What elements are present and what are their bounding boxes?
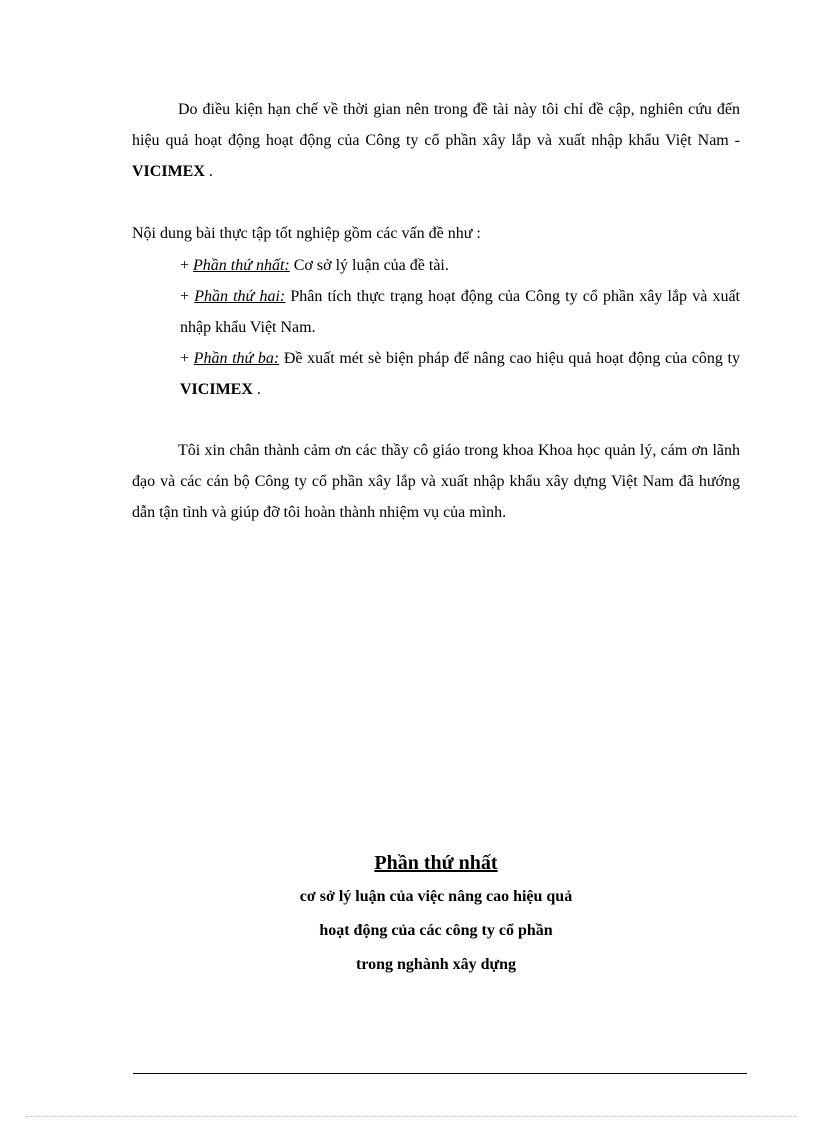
list-item-text: Phân tích thực trạng hoạt động của Công ty cổ phần xây lắp và xuất nhập khẩu Việt Nam. <box>180 288 741 336</box>
page-edge-divider <box>26 1116 796 1117</box>
list-item-end: . <box>252 381 261 398</box>
list-item-bullet: + <box>180 257 194 274</box>
list-item-label: Phần thứ hai: <box>194 288 286 305</box>
section-subtitle-line-2: hoạt động của các công ty cổ phần <box>319 922 553 939</box>
list-item-text: Cơ sở lý luận của đề tài. <box>289 257 449 274</box>
list-item-bullet: + <box>180 350 194 367</box>
intro-text: Do điều kiện hạn chế về thời gian nên trong đề tài này tôi chỉ đề cập, nghiên cứu đến hiệu quả hoạt động hoạt động của Công ty cổ phần xây lắp và xuất nhập khẩu Việt Nam - <box>132 101 740 149</box>
list-item-label: Phần thứ ba: <box>193 350 280 367</box>
list-item-bold: VICIMEX <box>180 381 253 398</box>
intro-paragraph <box>132 94 740 187</box>
section-subtitle-line-3: trong nghành xây dựng <box>355 956 517 973</box>
thanks-paragraph: Tôi xin chân thành cảm ơn các thầy cô giáo trong khoa Khoa học quản lý, cám ơn lãnh đạo và các cán bộ Công ty cổ phần xây lắp và xuất nhập khẩu xây dựng Việt Nam đã hướng dẫn tận tình và giúp đỡ tôi hoàn thành nhiệm vụ của mình. <box>132 442 740 521</box>
footer-rule <box>133 1073 747 1074</box>
section-subtitle-line-1: cơ sở lý luận của việc nâng cao hiệu quả <box>299 888 573 905</box>
intro-company-abbrev: VICIMEX <box>132 163 205 180</box>
parts-list <box>180 250 740 405</box>
list-item-part-3 <box>180 343 740 405</box>
list-item-label: Phần thứ nhất: <box>193 257 290 274</box>
list-item-part-1 <box>180 250 740 281</box>
section-title: Phần thứ nhất <box>374 852 498 874</box>
contents-intro: Nội dung bài thực tập tốt nghiệp gồm các vấn đề như : <box>132 225 481 242</box>
intro-text-end: . <box>204 163 213 180</box>
list-item-part-2 <box>180 281 740 343</box>
section-heading <box>132 846 740 982</box>
list-item-bullet: + <box>180 288 195 305</box>
list-item-text: Đề xuất mét sè biện pháp để nâng cao hiệu quả hoạt động của công ty <box>279 350 740 367</box>
